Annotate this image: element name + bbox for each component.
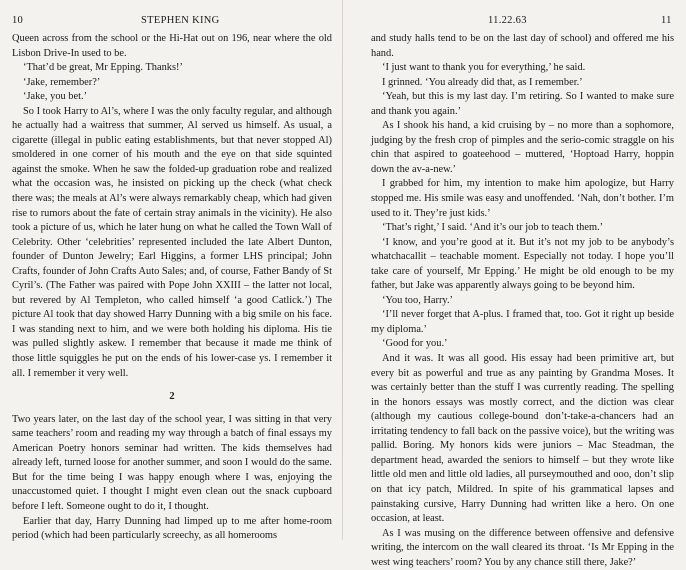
paragraph: As I shook his hand, a kid cruising by – no more than a sophomore, judging by the fresh crop of pimples and the serio-comic straggle on his chin that aspired to goateehood – muttered, ‘Hoptoad Harry, hoppin down the av-a-new.’ [371, 120, 674, 175]
paragraph: ‘Jake, you bet.’ [23, 91, 88, 103]
paragraph: Earlier that day, Harry Dunning had limped up to me after home-room period (which had been particularly screechy, as all homerooms [12, 515, 332, 542]
paragraph: ‘I just want to thank you for everything,’ he said. [382, 62, 586, 74]
page-body [371, 32, 674, 570]
paragraph: ‘That’s right,’ I said. ‘And it’s our job to teach them.’ [382, 222, 604, 234]
page-number: 11 [661, 15, 672, 26]
paragraph: Two years later, on the last day of the school year, I was sitting in that very same teachers’ room and reading my way through a batch of final essays my American Poetry honors seminar had written. The kids themselves had already left, turned loose for another summer, and soon I would do the same. But for the time being I was happy enough where I was, enjoying the unaccustomed quiet. I thought I might even clean out the snack cupboard before I left. Someone ought to do it, I thought. [12, 413, 332, 512]
paragraph: As I was musing on the difference between offensive and defensive writing, the intercom on the wall cleared its throat. ‘Is Mr Epping in the west wing teachers’ room? You by any chance still there, Jake?’ [371, 527, 674, 568]
section-number: 2 [169, 391, 175, 403]
paragraph: Queen across from the school or the Hi-Hat out on 196, near where the old Lisbon Drive-In used to be. [12, 33, 332, 59]
paragraph: I grinned. ‘You already did that, as I remember.’ [382, 76, 583, 88]
paragraph: ‘Good for you.’ [382, 338, 448, 350]
paragraph: I grabbed for him, my intention to make him apologize, but Harry stopped me. His smile was easy and unoffended. ‘Nah, don’t bother. I’m used to it. They’re just kids.’ [371, 178, 674, 219]
paragraph: So I took Harry to Al’s, where I was the only faculty regular, and although he actually had a waitress that summer, Al served us himself. As usual, a cigarette (illegal in public eating establishments, but that never stopped Al) smoldered in one corner of his mouth and the eye on that side squinted against the smoke. When he saw the folded-up graduation robe and realized what the occasion was, he insisted on picking up the check (what check there was; the meals at Al’s were always remarkably cheap, which had given rise to rumors about the fate of certain stray animals in the vicinity). He also took a picture of us, which he later hung on what he called the Town Wall of Celebrity. Other ‘celebrities’ represented included the late Albert Dunton, founder of Dunton Jewelry; Earl Higgins, a former LHS principal; John Crafts, founder of John Crafts Auto Sales; and, of course, Father Bandy of St Cyril’s. (The Father was paired with Pope John XXIII – the latter not local, but revered by Al Templeton, who called himself ‘a good Catlick.’) The picture Al took that day showed Harry Dunning with a big smile on his face. I was standing next to him, and we were both holding his diploma. His tie was pulled slightly askew. I remember that because it made me think of those little squiggles he put on the ends of his lower-case ys. I remember it all. I remember it very well. [12, 105, 332, 379]
right-page [343, 0, 686, 568]
page-number: 10 [12, 15, 24, 26]
running-head-author: STEPHEN KING [141, 15, 220, 26]
paragraph: ‘Jake, remember?’ [23, 76, 101, 88]
paragraph: And it was. It was all good. His essay had been primitive art, but every bit as powerful and true as any painting by Grandma Moses. It was certainly better than the stuff I was currently reading. The spelling in the honors essays was mostly correct, and the diction was clear (although my cautious college-bound don’t-take-a-chancers had an irritating tendency to fall back on the passive voice), but the writing was pallid. Boring. My honors kids were juniors – Mac Steadman, the department head, awarded the seniors to himself – but they wrote like little old men and little old ladies, all purseymouthed and ooo, don’t slip on that icy patch, Mildred. In spite of his grammatical lapses and painstaking cursive, Harry Dunning had written like a hero. On one occasion, at least. [371, 353, 674, 525]
paragraph: and study halls tend to be on the last day of school) and offered me his hand. [371, 33, 674, 59]
paragraph-group [371, 32, 674, 570]
paragraph: ‘I know, and you’re good at it. But it’s not my job to be anybody’s whatchacallit – teachable moment. Especially not today. I hope you’ll take care of yourself, Mr Epping.’ He might be old enough to be my father, but Jake was apparently always going to be beyond him. [371, 236, 674, 292]
paragraph: ‘You too, Harry.’ [382, 294, 453, 306]
paragraph-group [12, 32, 332, 381]
paragraph: ‘I’ll never forget that A-plus. I framed that, too. Got it right up beside my diploma.’ [371, 309, 674, 335]
running-head-title: 11.22.63 [488, 15, 527, 26]
paragraph-group [12, 413, 332, 544]
left-page [0, 0, 343, 540]
paragraph: ‘That’d be great, Mr Epping. Thanks!’ [23, 62, 183, 74]
paragraph: ‘Yeah, but this is my last day. I’m retiring. So I wanted to make sure and thank you again.’ [371, 91, 674, 117]
page-body [12, 32, 332, 544]
